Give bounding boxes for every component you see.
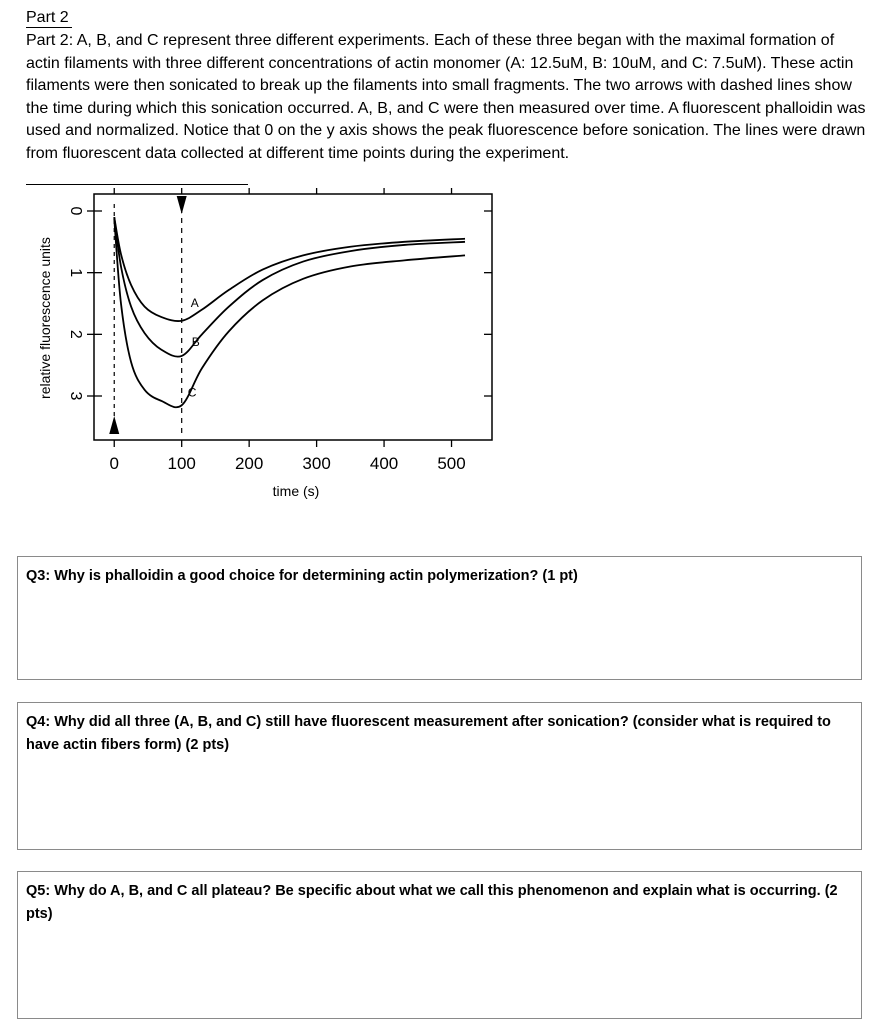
intro-paragraph: Part 2: A, B, and C represent three different experiments. Each of these three began with the maximal formation of actin filaments with three different concentrations of actin monomer (A: 12.5uM, B: 10uM, and C: 7.5uM). These actin filaments were then sonicated to break up the filaments into small fragments. The two arrows with dashed lines show the time during which this sonication occurred. A, B, and C were then measured over time. A fluorescent phalloidin was used and normalized. Notice that 0 on the y axis shows the peak fluorescence before sonication. The lines were drawn from fluorescent data collected at different time points during the experiment. [26,32,866,162]
q4-text: Q4: Why did all three (A, B, and C) still have fluorescent measurement after sonication? (consider what is required to have actin fibers form) (2 pts) [26,714,831,753]
q3-text: Q3: Why is phalloidin a good choice for determining actin polymerization? (1 pt) [26,568,578,584]
y-tick-label: 1 [67,268,84,278]
sonication-end-arrow-icon [177,196,187,214]
q5-text: Q5: Why do A, B, and C all plateau? Be specific about what we call this phenomenon and explain what is occurring. (2 pts) [26,883,838,922]
x-tick-label: 500 [437,454,466,473]
q5-answer-box[interactable] [17,871,862,1019]
q3-answer-box[interactable] [17,556,862,680]
series-a-line [114,217,465,321]
sonication-start-arrow-icon [109,416,119,434]
y-tick-label: 3 [67,391,84,401]
x-tick-label: 400 [369,454,399,473]
series-c-line [114,218,465,407]
series-a-label: A [190,295,199,310]
x-tick-label: 100 [167,454,196,473]
series-b-line [114,217,465,356]
y-tick-label: 0 [67,206,84,216]
x-tick-label: 0 [109,454,119,473]
part-heading: Part 2 [26,9,69,26]
x-tick-label: 300 [302,454,331,473]
x-tick-label: 200 [234,454,264,473]
q4-answer-box[interactable] [17,702,862,850]
series-b-label: B [191,334,200,349]
y-axis-label: relative fluorescence units [37,237,53,399]
y-tick-label: 2 [67,329,84,339]
x-axis-label: time (s) [272,483,320,499]
series-c-label: C [187,385,197,400]
plot-frame [94,194,492,440]
